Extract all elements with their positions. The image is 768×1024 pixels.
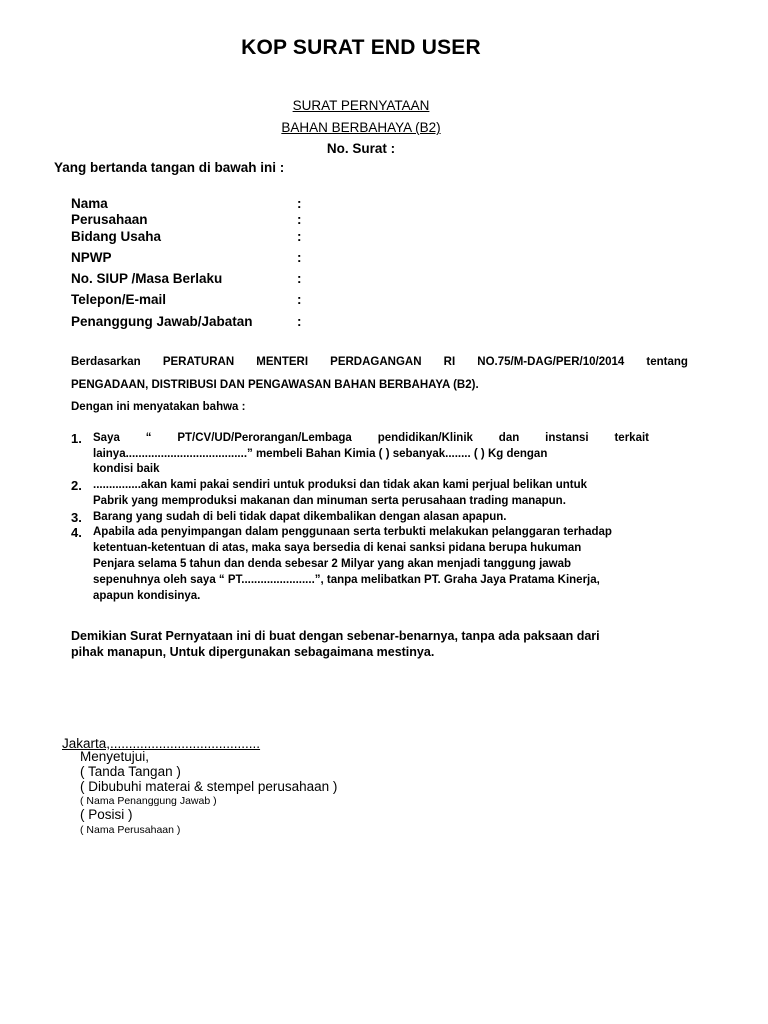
signature-position: ( Posisi ) xyxy=(80,807,133,822)
signature-stamp: ( Dibubuhi materai & stempel perusahaan ) xyxy=(80,779,338,794)
item-number: 1. xyxy=(71,431,82,446)
item-1-line-1 xyxy=(93,432,649,444)
item-1-line-3: kondisi baik xyxy=(93,463,160,475)
word: PT/CV/UD/Perorangan/Lembaga xyxy=(177,432,352,444)
field-colon: : xyxy=(297,229,302,244)
field-colon: : xyxy=(297,196,302,211)
signature-company: ( Nama Perusahaan ) xyxy=(80,824,181,836)
word: NO.75/M-DAG/PER/10/2014 xyxy=(477,356,625,368)
field-label-npwp: NPWP xyxy=(71,250,112,265)
word: PERATURAN xyxy=(162,356,235,368)
field-label-penanggung-jawab: Penanggung Jawab/Jabatan xyxy=(71,314,253,329)
item-number: 2. xyxy=(71,478,82,493)
field-label-bidang-usaha: Bidang Usaha xyxy=(71,229,162,244)
basis-line-2: PENGADAAN, DISTRIBUSI DAN PENGAWASAN BAHAN BERBAHAYA (B2). xyxy=(71,379,479,391)
field-colon: : xyxy=(297,212,302,227)
field-label-perusahaan: Perusahaan xyxy=(71,212,148,227)
word: “ xyxy=(145,432,152,444)
word: Berdasarkan xyxy=(71,356,141,368)
word: MENTERI xyxy=(256,356,309,368)
item-3-line-1: Barang yang sudah di beli tidak dapat dikembalikan dengan alasan apapun. xyxy=(93,511,507,523)
item-4-line-2: ketentuan-ketentuan di atas, maka saya bersedia di kenai sanksi pidana berupa hukuman xyxy=(93,542,582,554)
word: RI xyxy=(443,356,456,368)
basis-line-1 xyxy=(71,356,688,368)
field-label-siup: No. SIUP /Masa Berlaku xyxy=(71,271,223,286)
signature-sign: ( Tanda Tangan ) xyxy=(80,764,181,779)
item-1-line-2: lainya......................................” membeli Bahan Kimia ( ) sebanyak........ ( ) Kg dengan xyxy=(93,448,548,460)
field-colon: : xyxy=(297,292,302,307)
closing-line-1: Demikian Surat Pernyataan ini di buat dengan sebenar-benarnya, tanpa ada paksaan dari xyxy=(71,629,600,643)
closing-line-2: pihak manapun, Untuk dipergunakan sebagaimana mestinya. xyxy=(71,645,435,659)
document-subtitle: BAHAN BERBAHAYA (B2) xyxy=(281,120,441,135)
item-2-line-2: Pabrik yang memproduksi makanan dan minuman serta perusahaan trading manapun. xyxy=(93,495,566,507)
item-4-line-1: Apabila ada penyimpangan dalam penggunaan serta terbukti melakukan pelanggaran terhadap xyxy=(93,526,612,538)
item-2-line-1: ...............akan kami pakai sendiri untuk produksi dan tidak akan kami perjual belikan untuk xyxy=(93,479,588,491)
field-colon: : xyxy=(297,250,302,265)
field-label-nama: Nama xyxy=(71,196,108,211)
field-colon: : xyxy=(297,314,302,329)
item-4-line-3: Penjara selama 5 tahun dan denda sebesar 2 Milyar yang akan menjadi tanggung jawab xyxy=(93,558,572,570)
word: dan xyxy=(498,432,520,444)
word: Saya xyxy=(93,432,120,444)
field-label-telepon: Telepon/E-mail xyxy=(71,292,167,307)
word: instansi xyxy=(545,432,589,444)
field-colon: : xyxy=(297,271,302,286)
item-number: 3. xyxy=(71,510,82,525)
item-number: 4. xyxy=(71,525,82,540)
letterhead-title: KOP SURAT END USER xyxy=(241,36,481,59)
intro-text: Yang bertanda tangan di bawah ini : xyxy=(54,160,285,175)
word: tentang xyxy=(646,356,688,368)
signature-approve: Menyetujui, xyxy=(80,749,150,764)
word: pendidikan/Klinik xyxy=(377,432,473,444)
signature-name: ( Nama Penanggung Jawab ) xyxy=(80,795,217,807)
item-4-line-5: apapun kondisinya. xyxy=(93,590,201,602)
signature-place-date: Jakarta,........................................ xyxy=(62,736,261,751)
letter-number: No. Surat : xyxy=(326,141,396,156)
statement-intro: Dengan ini menyatakan bahwa : xyxy=(71,401,246,413)
word: PERDAGANGAN xyxy=(330,356,422,368)
document-title: SURAT PERNYATAAN xyxy=(292,98,430,113)
item-4-line-4: sepenuhnya oleh saya “ PT.......................”, tanpa melibatkan PT. Graha Jaya Pratama Kinerja, xyxy=(93,574,600,586)
word: terkait xyxy=(614,432,649,444)
